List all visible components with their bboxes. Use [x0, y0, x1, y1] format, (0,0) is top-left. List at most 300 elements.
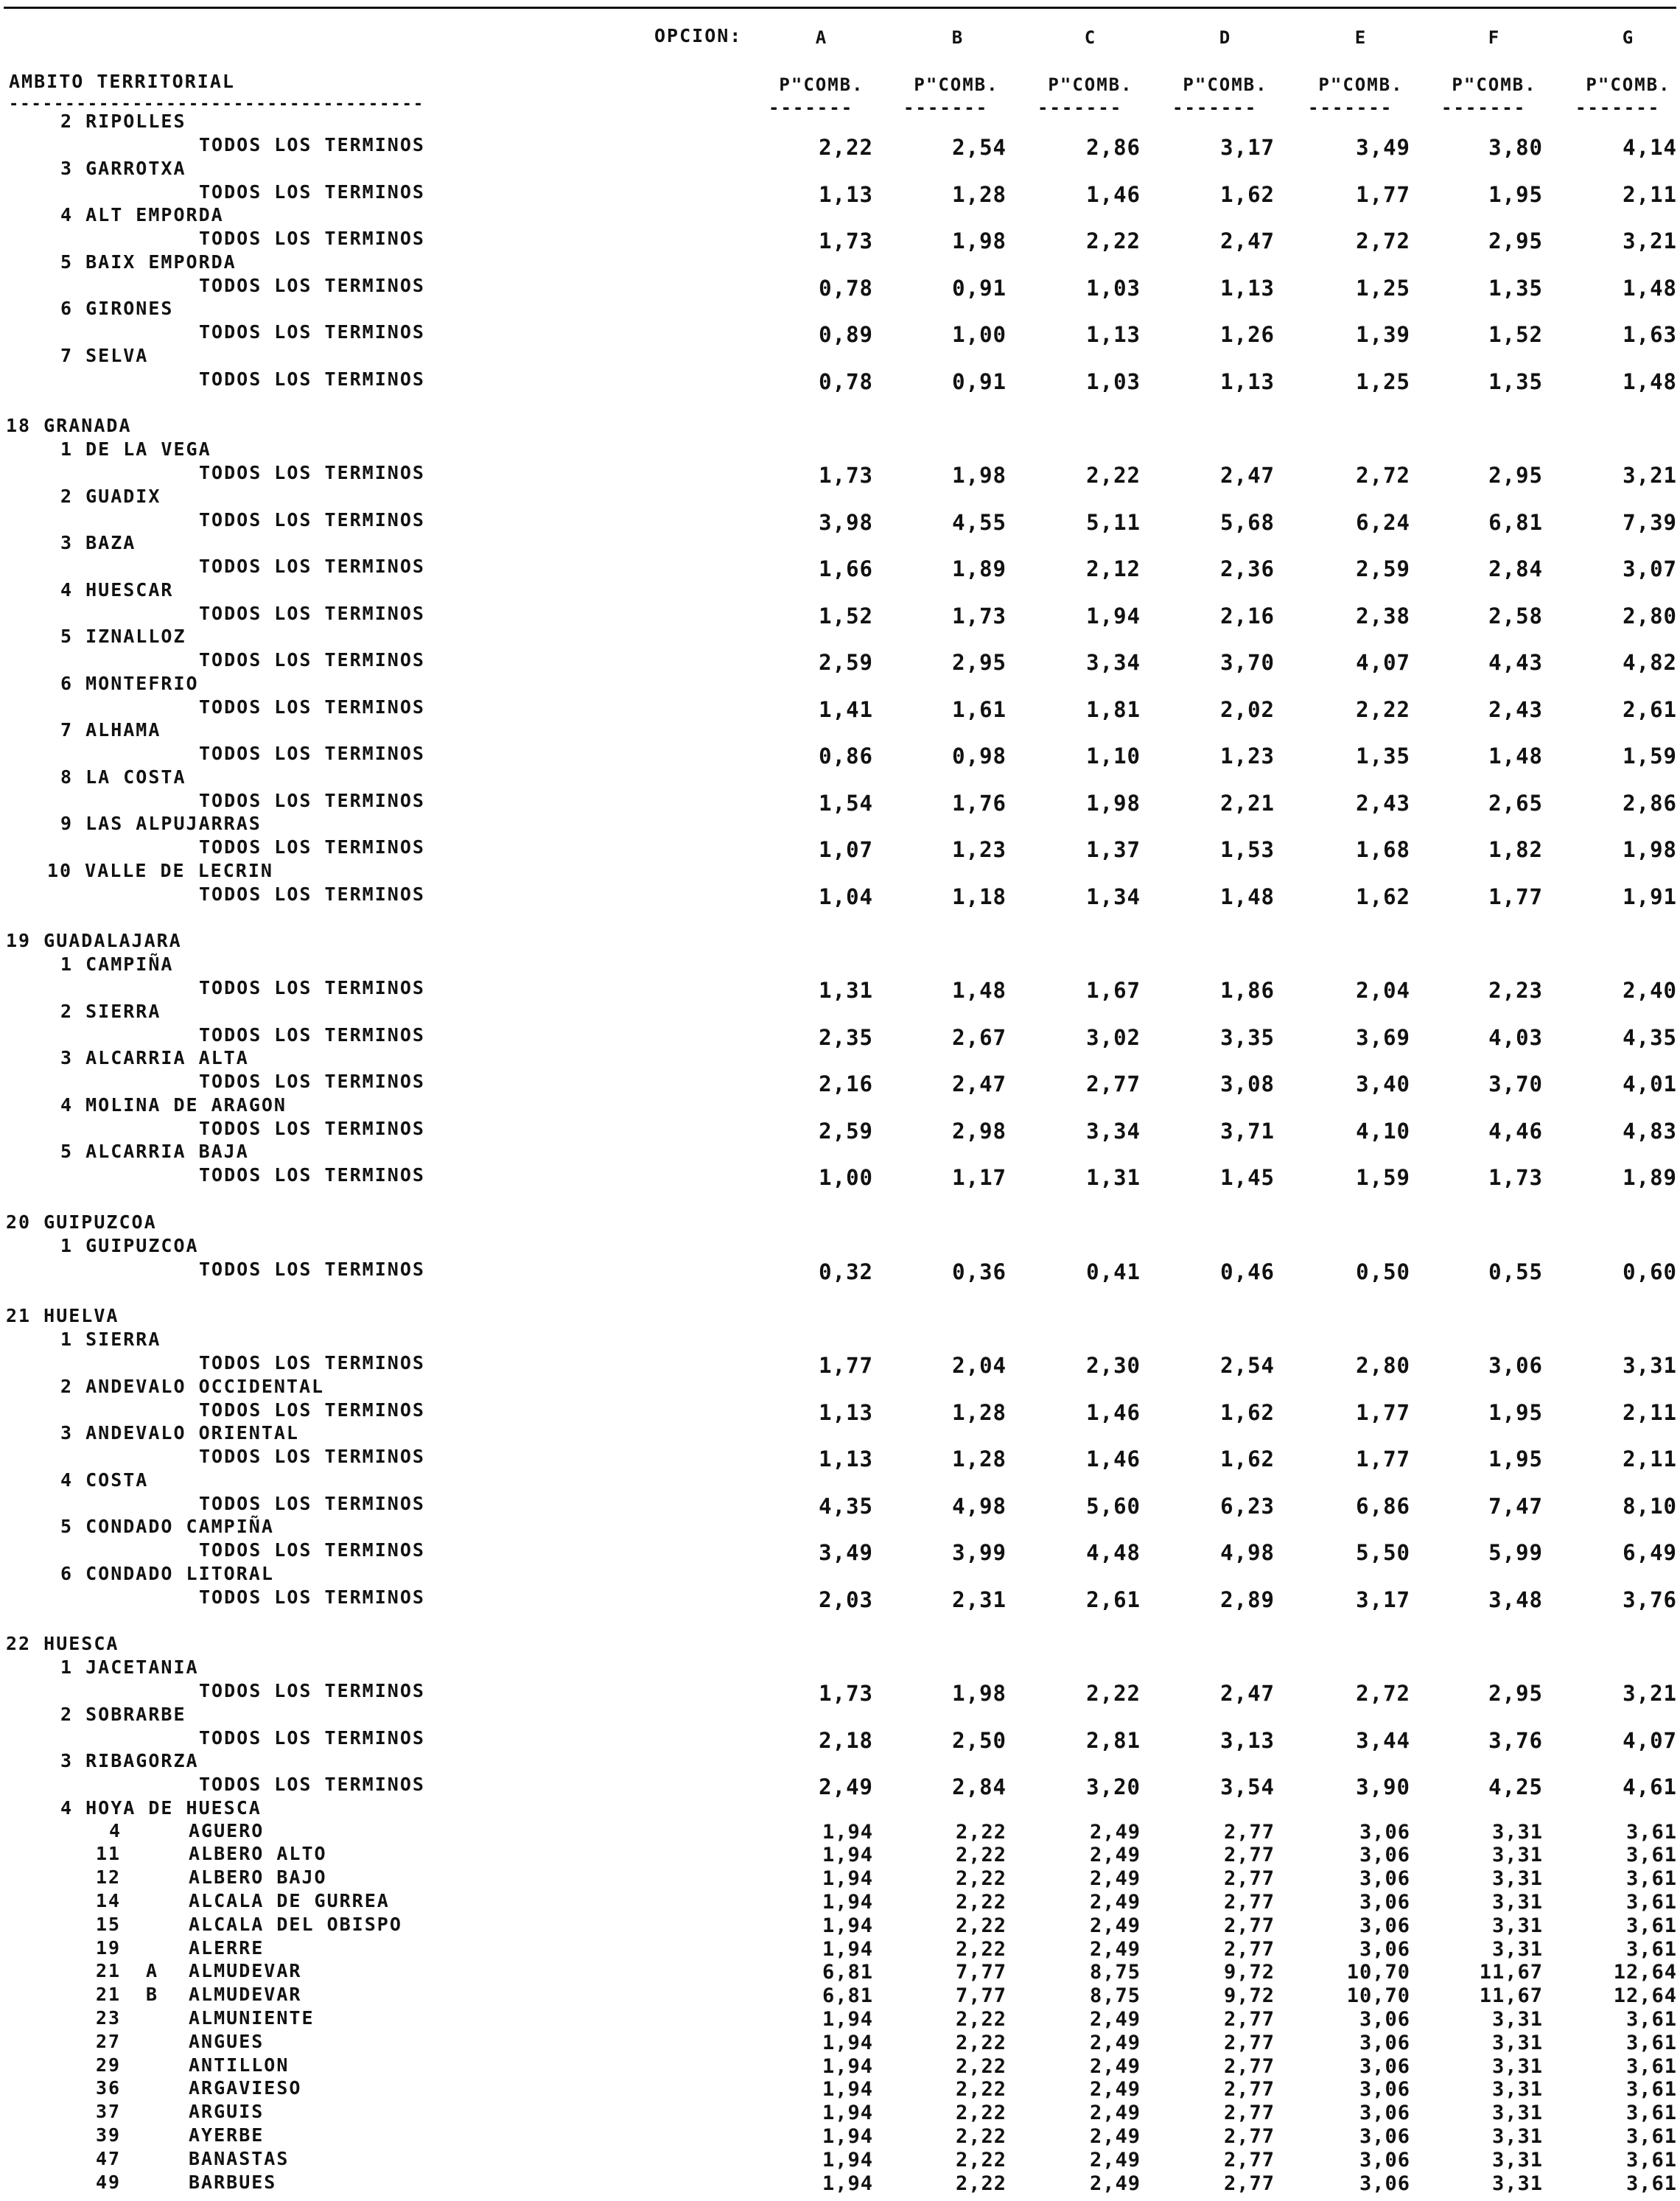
- todos-los-terminos-label: TODOS LOS TERMINOS: [199, 1023, 425, 1046]
- municipio-value-g: 3,61: [1625, 1914, 1677, 1937]
- todos-los-terminos-label: TODOS LOS TERMINOS: [199, 1539, 425, 1561]
- municipio-value-b: 2,22: [955, 2102, 1007, 2125]
- value-cell-d: 3,71: [1220, 1118, 1275, 1144]
- todos-los-terminos-label: TODOS LOS TERMINOS: [199, 1164, 425, 1186]
- comarca-name: 1 DE LA VEGA: [60, 438, 211, 460]
- municipio-value-c: 2,49: [1089, 1914, 1141, 1937]
- municipio-value-a: 6,81: [822, 1984, 873, 2008]
- municipio-name: ALCALA DEL OBISPO: [189, 1913, 402, 1935]
- value-cell-d: 2,47: [1220, 1681, 1275, 1706]
- value-cell-f: 4,25: [1488, 1774, 1543, 1799]
- municipio-value-c: 2,49: [1089, 1937, 1141, 1961]
- value-cell-e: 2,72: [1356, 228, 1410, 253]
- municipio-value-b: 2,22: [955, 1867, 1007, 1891]
- municipio-name: BARBUES: [189, 2171, 277, 2193]
- municipio-value-d: 2,77: [1223, 2078, 1275, 2102]
- value-cell-f: 1,77: [1488, 883, 1543, 909]
- todos-los-terminos-label: TODOS LOS TERMINOS: [199, 883, 425, 905]
- municipio-value-c: 2,49: [1089, 1844, 1141, 1867]
- value-cell-c: 3,20: [1086, 1774, 1141, 1799]
- value-cell-b: 4,55: [952, 509, 1007, 535]
- value-cell-c: 1,98: [1086, 790, 1141, 816]
- value-cell-b: 0,98: [952, 743, 1007, 769]
- todos-los-terminos-label: TODOS LOS TERMINOS: [199, 696, 425, 718]
- value-cell-a: 2,49: [819, 1774, 873, 1799]
- value-cell-b: 2,50: [952, 1727, 1007, 1753]
- value-cell-b: 1,73: [952, 603, 1007, 629]
- municipio-value-g: 3,61: [1625, 2078, 1677, 2102]
- value-cell-g: 2,61: [1623, 696, 1677, 722]
- value-cell-f: 3,76: [1488, 1727, 1543, 1753]
- municipio-value-a: 1,94: [822, 1937, 873, 1961]
- value-cell-f: 2,95: [1488, 228, 1543, 253]
- value-cell-e: 1,77: [1356, 1399, 1410, 1425]
- value-cell-f: 6,81: [1488, 509, 1543, 535]
- value-cell-f: 1,35: [1488, 368, 1543, 394]
- value-cell-c: 5,11: [1086, 509, 1141, 535]
- municipio-number: 11: [96, 1843, 122, 1865]
- value-cell-a: 1,31: [819, 978, 873, 1003]
- value-cell-d: 1,62: [1220, 1446, 1275, 1472]
- comarca-name: 1 CAMPIÑA: [60, 953, 174, 975]
- value-cell-d: 3,54: [1220, 1774, 1275, 1799]
- value-cell-b: 1,98: [952, 1681, 1007, 1706]
- municipio-value-g: 3,61: [1625, 2031, 1677, 2054]
- value-cell-c: 2,22: [1086, 228, 1141, 253]
- municipio-value-e: 10,70: [1346, 1984, 1410, 2008]
- municipio-value-d: 2,77: [1223, 2124, 1275, 2148]
- value-cell-b: 1,00: [952, 322, 1007, 347]
- municipio-value-e: 3,06: [1359, 2078, 1410, 2102]
- value-cell-b: 4,98: [952, 1493, 1007, 1519]
- value-cell-c: 4,48: [1086, 1540, 1141, 1565]
- value-cell-d: 1,45: [1220, 1165, 1275, 1190]
- value-cell-g: 2,11: [1623, 181, 1677, 207]
- comarca-name: 9 LAS ALPUJARRAS: [60, 813, 262, 834]
- value-cell-d: 2,89: [1220, 1586, 1275, 1612]
- value-cell-f: 7,47: [1488, 1493, 1543, 1519]
- value-cell-a: 1,00: [819, 1165, 873, 1190]
- municipio-number: 49: [96, 2171, 122, 2193]
- value-cell-a: 1,54: [819, 790, 873, 816]
- value-cell-a: 0,89: [819, 322, 873, 347]
- municipio-value-d: 2,77: [1223, 2172, 1275, 2195]
- value-cell-e: 1,62: [1356, 883, 1410, 909]
- comarca-name: 4 ALT EMPORDA: [60, 204, 224, 225]
- value-cell-e: 3,17: [1356, 1586, 1410, 1612]
- value-cell-f: 2,65: [1488, 790, 1543, 816]
- municipio-value-a: 1,94: [822, 1844, 873, 1867]
- value-cell-g: 4,83: [1623, 1118, 1677, 1144]
- municipio-value-d: 9,72: [1223, 1961, 1275, 1984]
- value-cell-d: 2,02: [1220, 696, 1275, 722]
- value-cell-c: 2,81: [1086, 1727, 1141, 1753]
- todos-los-terminos-label: TODOS LOS TERMINOS: [199, 743, 425, 764]
- value-cell-d: 4,98: [1220, 1540, 1275, 1565]
- value-cell-a: 1,77: [819, 1353, 873, 1378]
- value-cell-e: 3,90: [1356, 1774, 1410, 1799]
- comarca-name: 2 ANDEVALO OCCIDENTAL: [60, 1375, 325, 1397]
- comarca-name: 5 BAIX EMPORDA: [60, 251, 237, 273]
- option-header-b: B: [951, 27, 965, 48]
- value-cell-g: 2,11: [1623, 1446, 1677, 1472]
- comarca-name: 7 SELVA: [60, 344, 149, 366]
- municipio-value-f: 3,31: [1491, 1820, 1543, 1844]
- todos-los-terminos-label: TODOS LOS TERMINOS: [199, 1446, 425, 1467]
- todos-los-terminos-label: TODOS LOS TERMINOS: [199, 321, 425, 343]
- municipio-value-e: 3,06: [1359, 2031, 1410, 2054]
- municipio-value-g: 3,61: [1625, 2102, 1677, 2125]
- value-cell-a: 2,03: [819, 1586, 873, 1612]
- value-cell-g: 3,76: [1623, 1586, 1677, 1612]
- todos-los-terminos-label: TODOS LOS TERMINOS: [199, 274, 425, 296]
- value-cell-b: 1,76: [952, 790, 1007, 816]
- col-header-c: P"COMB.: [1048, 74, 1133, 95]
- value-cell-f: 2,23: [1488, 978, 1543, 1003]
- value-cell-g: 1,63: [1623, 322, 1677, 347]
- comarca-name: 5 ALCARRIA BAJA: [60, 1141, 249, 1162]
- municipio-value-d: 2,77: [1223, 1820, 1275, 1844]
- value-cell-g: 0,60: [1623, 1259, 1677, 1284]
- value-cell-d: 2,36: [1220, 556, 1275, 581]
- municipio-name: ALMUDEVAR: [189, 1984, 302, 2006]
- col-underline-e: -------: [1308, 97, 1393, 118]
- col-header-b: P"COMB.: [914, 74, 999, 95]
- todos-los-terminos-label: TODOS LOS TERMINOS: [199, 508, 425, 531]
- municipio-value-b: 2,22: [955, 1914, 1007, 1937]
- todos-los-terminos-label: TODOS LOS TERMINOS: [199, 977, 425, 998]
- col-underline-b: -------: [903, 97, 989, 118]
- municipio-name: ANTILLON: [189, 2054, 290, 2076]
- municipio-value-a: 1,94: [822, 2078, 873, 2102]
- value-cell-g: 1,59: [1623, 743, 1677, 769]
- value-cell-e: 3,44: [1356, 1727, 1410, 1753]
- municipio-value-a: 1,94: [822, 1914, 873, 1937]
- municipio-value-c: 2,49: [1089, 2007, 1141, 2031]
- municipio-value-a: 1,94: [822, 2031, 873, 2054]
- col-header-e: P"COMB.: [1318, 74, 1404, 95]
- municipio-number: 23: [96, 2006, 122, 2029]
- value-cell-e: 2,72: [1356, 1681, 1410, 1706]
- ambito-underline: -------------------------------------: [9, 95, 425, 113]
- value-cell-a: 1,66: [819, 556, 873, 581]
- value-cell-g: 7,39: [1623, 509, 1677, 535]
- value-cell-b: 2,54: [952, 135, 1007, 160]
- municipio-value-e: 3,06: [1359, 2102, 1410, 2125]
- municipio-value-a: 1,94: [822, 1890, 873, 1914]
- todos-los-terminos-label: TODOS LOS TERMINOS: [199, 1399, 425, 1421]
- municipio-value-g: 3,61: [1625, 1820, 1677, 1844]
- municipio-value-a: 1,94: [822, 2054, 873, 2078]
- municipio-value-e: 3,06: [1359, 1937, 1410, 1961]
- value-cell-d: 1,53: [1220, 837, 1275, 862]
- municipio-value-b: 2,22: [955, 2124, 1007, 2148]
- municipio-value-c: 2,49: [1089, 1867, 1141, 1891]
- municipio-number: 21: [96, 1984, 122, 2006]
- municipio-value-e: 3,06: [1359, 2148, 1410, 2172]
- value-cell-b: 2,84: [952, 1774, 1007, 1799]
- value-cell-c: 2,86: [1086, 135, 1141, 160]
- municipio-number: 39: [96, 2124, 122, 2146]
- municipio-value-g: 3,61: [1625, 1844, 1677, 1867]
- municipio-name: ALBERO BAJO: [189, 1866, 327, 1889]
- municipio-name: ARGUIS: [189, 2101, 265, 2123]
- value-cell-g: 3,07: [1623, 556, 1677, 581]
- value-cell-d: 0,46: [1220, 1259, 1275, 1284]
- comarca-name: 2 GUADIX: [60, 485, 161, 507]
- value-cell-a: 1,52: [819, 603, 873, 629]
- value-cell-g: 1,89: [1623, 1165, 1677, 1190]
- municipio-value-d: 2,77: [1223, 2102, 1275, 2125]
- value-cell-g: 4,14: [1623, 135, 1677, 160]
- value-cell-c: 2,22: [1086, 463, 1141, 488]
- value-cell-d: 3,17: [1220, 135, 1275, 160]
- value-cell-a: 2,16: [819, 1071, 873, 1096]
- value-cell-b: 2,67: [952, 1024, 1007, 1050]
- top-rule: [4, 7, 1676, 9]
- ambito-territorial-label: AMBITO TERRITORIAL: [9, 71, 235, 92]
- comarca-name: 3 ANDEVALO ORIENTAL: [60, 1422, 299, 1444]
- todos-los-terminos-label: TODOS LOS TERMINOS: [199, 181, 425, 203]
- value-cell-e: 5,50: [1356, 1540, 1410, 1565]
- value-cell-f: 2,43: [1488, 696, 1543, 722]
- value-cell-e: 2,38: [1356, 603, 1410, 629]
- municipio-value-d: 2,77: [1223, 2007, 1275, 2031]
- value-cell-g: 2,86: [1623, 790, 1677, 816]
- municipio-number: 37: [96, 2101, 122, 2123]
- municipio-value-c: 2,49: [1089, 2054, 1141, 2078]
- value-cell-e: 2,72: [1356, 463, 1410, 488]
- value-cell-d: 1,23: [1220, 743, 1275, 769]
- municipio-number: 19: [96, 1936, 122, 1959]
- value-cell-a: 3,98: [819, 509, 873, 535]
- comarca-name: 6 MONTEFRIO: [60, 672, 199, 694]
- municipio-value-f: 3,31: [1491, 2054, 1543, 2078]
- value-cell-e: 3,49: [1356, 135, 1410, 160]
- comarca-name: 2 RIPOLLES: [60, 111, 186, 132]
- municipio-value-e: 3,06: [1359, 1844, 1410, 1867]
- comarca-name: 1 JACETANIA: [60, 1656, 199, 1678]
- municipio-value-b: 2,22: [955, 1844, 1007, 1867]
- municipio-value-e: 10,70: [1346, 1961, 1410, 1984]
- value-cell-e: 3,69: [1356, 1024, 1410, 1050]
- value-cell-c: 1,46: [1086, 1446, 1141, 1472]
- municipio-value-a: 1,94: [822, 2124, 873, 2148]
- value-cell-d: 3,70: [1220, 650, 1275, 675]
- value-cell-c: 1,94: [1086, 603, 1141, 629]
- municipio-value-b: 2,22: [955, 1890, 1007, 1914]
- value-cell-g: 4,07: [1623, 1727, 1677, 1753]
- value-cell-c: 2,61: [1086, 1586, 1141, 1612]
- value-cell-a: 1,07: [819, 837, 873, 862]
- value-cell-d: 1,26: [1220, 322, 1275, 347]
- value-cell-c: 1,03: [1086, 275, 1141, 301]
- value-cell-g: 3,21: [1623, 228, 1677, 253]
- value-cell-a: 2,22: [819, 135, 873, 160]
- value-cell-f: 1,48: [1488, 743, 1543, 769]
- option-header-e: E: [1354, 27, 1368, 48]
- col-underline-d: -------: [1172, 97, 1258, 118]
- value-cell-a: 1,73: [819, 1681, 873, 1706]
- municipio-value-a: 1,94: [822, 2148, 873, 2172]
- value-cell-g: 6,49: [1623, 1540, 1677, 1565]
- value-cell-d: 1,86: [1220, 978, 1275, 1003]
- col-header-g: P"COMB.: [1586, 74, 1671, 95]
- comarca-name: 8 LA COSTA: [60, 766, 186, 788]
- value-cell-c: 1,46: [1086, 181, 1141, 207]
- value-cell-f: 3,48: [1488, 1586, 1543, 1612]
- comarca-name: 5 IZNALLOZ: [60, 626, 186, 647]
- province-heading: 21 HUELVA: [6, 1305, 119, 1326]
- municipio-value-g: 3,61: [1625, 1890, 1677, 1914]
- municipio-value-d: 2,77: [1223, 2054, 1275, 2078]
- value-cell-a: 2,59: [819, 1118, 873, 1144]
- value-cell-f: 3,80: [1488, 135, 1543, 160]
- municipio-number: 21: [96, 1960, 122, 1982]
- value-cell-b: 1,23: [952, 837, 1007, 862]
- value-cell-e: 2,04: [1356, 978, 1410, 1003]
- municipio-value-e: 3,06: [1359, 2054, 1410, 2078]
- value-cell-g: 8,10: [1623, 1493, 1677, 1519]
- value-cell-e: 2,59: [1356, 556, 1410, 581]
- value-cell-a: 1,13: [819, 1399, 873, 1425]
- value-cell-a: 0,78: [819, 368, 873, 394]
- value-cell-e: 1,35: [1356, 743, 1410, 769]
- value-cell-f: 2,95: [1488, 463, 1543, 488]
- municipio-name: ANGUES: [189, 2030, 265, 2052]
- value-cell-a: 3,49: [819, 1540, 873, 1565]
- value-cell-e: 0,50: [1356, 1259, 1410, 1284]
- option-header-a: A: [815, 27, 828, 48]
- col-underline-c: -------: [1037, 97, 1123, 118]
- value-cell-b: 1,28: [952, 1399, 1007, 1425]
- col-underline-f: -------: [1441, 97, 1527, 118]
- value-cell-b: 1,18: [952, 883, 1007, 909]
- comarca-name: 7 ALHAMA: [60, 719, 161, 741]
- value-cell-e: 6,24: [1356, 509, 1410, 535]
- comarca-name: 3 ALCARRIA ALTA: [60, 1047, 249, 1068]
- municipio-value-b: 7,77: [955, 1961, 1007, 1984]
- todos-los-terminos-label: TODOS LOS TERMINOS: [199, 649, 425, 671]
- municipio-value-c: 2,49: [1089, 2031, 1141, 2054]
- municipio-value-c: 2,49: [1089, 1820, 1141, 1844]
- todos-los-terminos-label: TODOS LOS TERMINOS: [199, 228, 425, 249]
- value-cell-b: 1,17: [952, 1165, 1007, 1190]
- value-cell-c: 1,46: [1086, 1399, 1141, 1425]
- value-cell-e: 1,25: [1356, 368, 1410, 394]
- value-cell-f: 4,43: [1488, 650, 1543, 675]
- col-header-a: P"COMB.: [779, 74, 864, 95]
- comarca-name: 4 MOLINA DE ARAGON: [60, 1093, 287, 1116]
- value-cell-g: 3,21: [1623, 1681, 1677, 1706]
- value-cell-b: 0,36: [952, 1259, 1007, 1284]
- municipio-value-f: 3,31: [1491, 1914, 1543, 1937]
- value-cell-b: 1,28: [952, 1446, 1007, 1472]
- municipio-value-b: 2,22: [955, 2172, 1007, 2195]
- municipio-value-e: 3,06: [1359, 1820, 1410, 1844]
- value-cell-e: 1,59: [1356, 1165, 1410, 1190]
- municipio-number: 15: [96, 1913, 122, 1935]
- municipio-value-e: 3,06: [1359, 1914, 1410, 1937]
- province-heading: 20 GUIPUZCOA: [6, 1211, 157, 1233]
- value-cell-d: 2,47: [1220, 463, 1275, 488]
- value-cell-f: 3,70: [1488, 1071, 1543, 1096]
- municipio-value-f: 3,31: [1491, 2078, 1543, 2102]
- todos-los-terminos-label: TODOS LOS TERMINOS: [199, 1680, 425, 1701]
- municipio-suffix: B: [146, 1984, 159, 2006]
- municipio-value-b: 2,22: [955, 2031, 1007, 2054]
- municipio-value-e: 3,06: [1359, 2172, 1410, 2195]
- value-cell-a: 0,32: [819, 1259, 873, 1284]
- value-cell-d: 2,54: [1220, 1353, 1275, 1378]
- value-cell-g: 1,48: [1623, 368, 1677, 394]
- value-cell-d: 5,68: [1220, 509, 1275, 535]
- value-cell-d: 2,47: [1220, 228, 1275, 253]
- municipio-value-c: 8,75: [1089, 1984, 1141, 2008]
- comarca-name: 6 CONDADO LITORAL: [60, 1562, 274, 1584]
- municipio-value-a: 1,94: [822, 1820, 873, 1844]
- municipio-value-g: 3,61: [1625, 1937, 1677, 1961]
- municipio-value-f: 3,31: [1491, 1937, 1543, 1961]
- municipio-value-f: 3,31: [1491, 2148, 1543, 2172]
- todos-los-terminos-label: TODOS LOS TERMINOS: [199, 368, 425, 390]
- value-cell-e: 2,22: [1356, 696, 1410, 722]
- municipio-value-f: 11,67: [1479, 1961, 1543, 1984]
- comarca-name: 4 HUESCAR: [60, 578, 174, 601]
- value-cell-c: 1,34: [1086, 883, 1141, 909]
- municipio-name: AGUERO: [189, 1819, 265, 1841]
- value-cell-f: 1,95: [1488, 1446, 1543, 1472]
- value-cell-a: 2,59: [819, 650, 873, 675]
- col-header-d: P"COMB.: [1183, 74, 1268, 95]
- value-cell-f: 1,95: [1488, 1399, 1543, 1425]
- value-cell-g: 2,80: [1623, 603, 1677, 629]
- value-cell-a: 1,13: [819, 181, 873, 207]
- value-cell-c: 1,81: [1086, 696, 1141, 722]
- value-cell-g: 4,82: [1623, 650, 1677, 675]
- municipio-value-g: 12,64: [1613, 1984, 1677, 2008]
- comarca-name: 4 COSTA: [60, 1469, 149, 1491]
- todos-los-terminos-label: TODOS LOS TERMINOS: [199, 1492, 425, 1514]
- value-cell-a: 1,73: [819, 228, 873, 253]
- municipio-value-a: 6,81: [822, 1961, 873, 1984]
- municipio-value-a: 1,94: [822, 2007, 873, 2031]
- value-cell-f: 2,58: [1488, 603, 1543, 629]
- value-cell-g: 4,61: [1623, 1774, 1677, 1799]
- value-cell-g: 1,91: [1623, 883, 1677, 909]
- value-cell-g: 2,11: [1623, 1399, 1677, 1425]
- value-cell-e: 1,39: [1356, 322, 1410, 347]
- value-cell-g: 1,48: [1623, 275, 1677, 301]
- value-cell-c: 1,10: [1086, 743, 1141, 769]
- municipio-name: ALMUNIENTE: [189, 2006, 315, 2029]
- value-cell-g: 4,01: [1623, 1071, 1677, 1096]
- value-cell-e: 2,43: [1356, 790, 1410, 816]
- comarca-name: 3 RIBAGORZA: [60, 1750, 199, 1771]
- value-cell-c: 2,77: [1086, 1071, 1141, 1096]
- value-cell-d: 6,23: [1220, 1493, 1275, 1519]
- municipio-value-e: 3,06: [1359, 1890, 1410, 1914]
- municipio-value-d: 9,72: [1223, 1984, 1275, 2008]
- value-cell-c: 1,67: [1086, 978, 1141, 1003]
- value-cell-d: 1,13: [1220, 275, 1275, 301]
- value-cell-e: 6,86: [1356, 1493, 1410, 1519]
- value-cell-b: 2,47: [952, 1071, 1007, 1096]
- municipio-value-f: 3,31: [1491, 1867, 1543, 1891]
- municipio-value-g: 3,61: [1625, 2007, 1677, 2031]
- municipio-value-f: 3,31: [1491, 1890, 1543, 1914]
- municipio-value-c: 2,49: [1089, 2148, 1141, 2172]
